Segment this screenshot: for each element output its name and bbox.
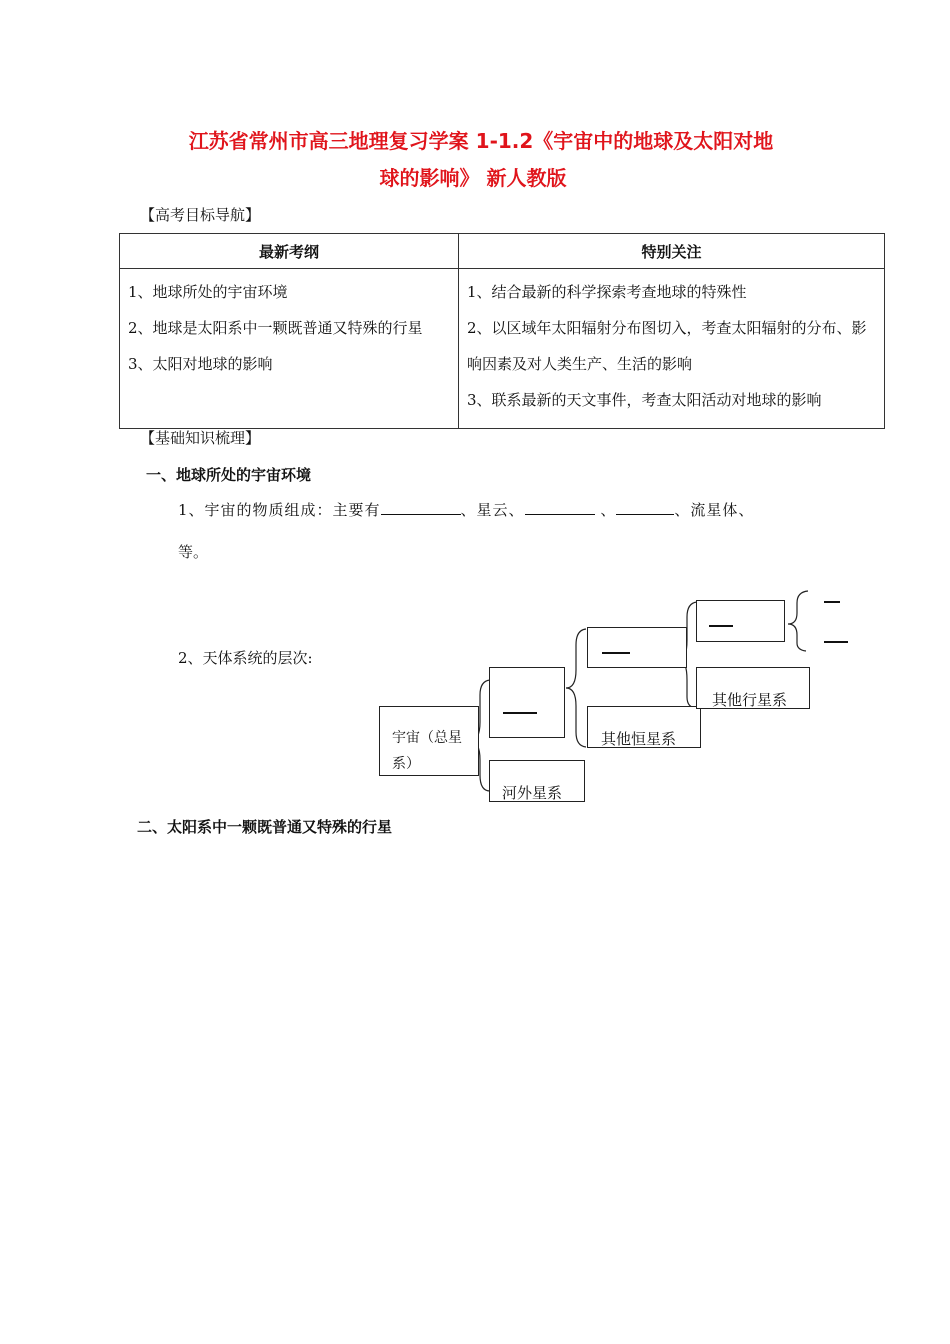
- heading-universe-environment: 一、地球所处的宇宙环境: [146, 466, 312, 484]
- question-1-continuation: 等。: [178, 543, 209, 561]
- answer-blank-line: [503, 712, 537, 714]
- syllabus-item: 2、地球是太阳系中一颗既普通又特殊的行星: [128, 319, 423, 337]
- box-solar-system-blank[interactable]: [587, 627, 687, 668]
- answer-blank-line: [602, 652, 630, 654]
- focus-item: 2、以区域年太阳辐射分布图切入，考查太阳辐射的分布、影响因素及对人类生产、生活的影响: [467, 319, 867, 373]
- document-title-line-2: 球的影响》 新人教版: [379, 166, 567, 190]
- brace-planet: [788, 591, 808, 651]
- box-extragalactic-label: 河外星系: [502, 784, 563, 802]
- header-latest-syllabus: 最新考纲: [120, 234, 459, 269]
- answer-blank-line-top[interactable]: [824, 601, 840, 603]
- focus-item: 3、联系最新的天文事件，考查太阳活动对地球的影响: [467, 391, 822, 409]
- box-milky-way-blank[interactable]: [489, 667, 565, 738]
- question-1-sep: 、流星体、: [674, 501, 755, 519]
- box-universe-label: 宇宙（总星系）: [392, 730, 462, 772]
- box-other-stars: [587, 706, 701, 748]
- brace-galaxy: [566, 629, 586, 747]
- box-universe: [379, 706, 479, 776]
- document-title-line-1: 江苏省常州市高三地理复习学案 1-1.2《宇宙中的地球及太阳对地: [188, 129, 774, 153]
- box-other-stars-label: 其他恒星系: [601, 730, 677, 748]
- syllabus-item: 3、太阳对地球的影响: [128, 355, 273, 373]
- syllabus-item: 1、地球所处的宇宙环境: [128, 283, 288, 301]
- question-2-label: 2、天体系统的层次:: [178, 649, 313, 667]
- focus-item: 1、结合最新的科学探索考查地球的特殊性: [467, 283, 747, 301]
- answer-blank-line: [709, 625, 733, 627]
- box-extragalactic: [489, 760, 585, 802]
- heading-special-planet: 二、太阳系中一颗既普通又特殊的行星: [137, 818, 393, 836]
- box-earth-moon-blank[interactable]: [696, 600, 785, 642]
- answer-blank-line-bottom[interactable]: [824, 641, 848, 643]
- question-1-sep: 、星云、: [460, 501, 525, 519]
- box-other-planets: [696, 667, 810, 709]
- header-special-focus: 特别关注: [459, 234, 885, 269]
- box-other-planets-label: 其他行星系: [712, 691, 788, 709]
- knowledge-section-tag: 【基础知识梳理】: [140, 429, 261, 447]
- question-1-sep: 、: [594, 501, 617, 519]
- question-1-prefix: 1、宇宙的物质组成：主要有: [178, 501, 381, 519]
- goals-section-tag: 【高考目标导航】: [140, 206, 261, 224]
